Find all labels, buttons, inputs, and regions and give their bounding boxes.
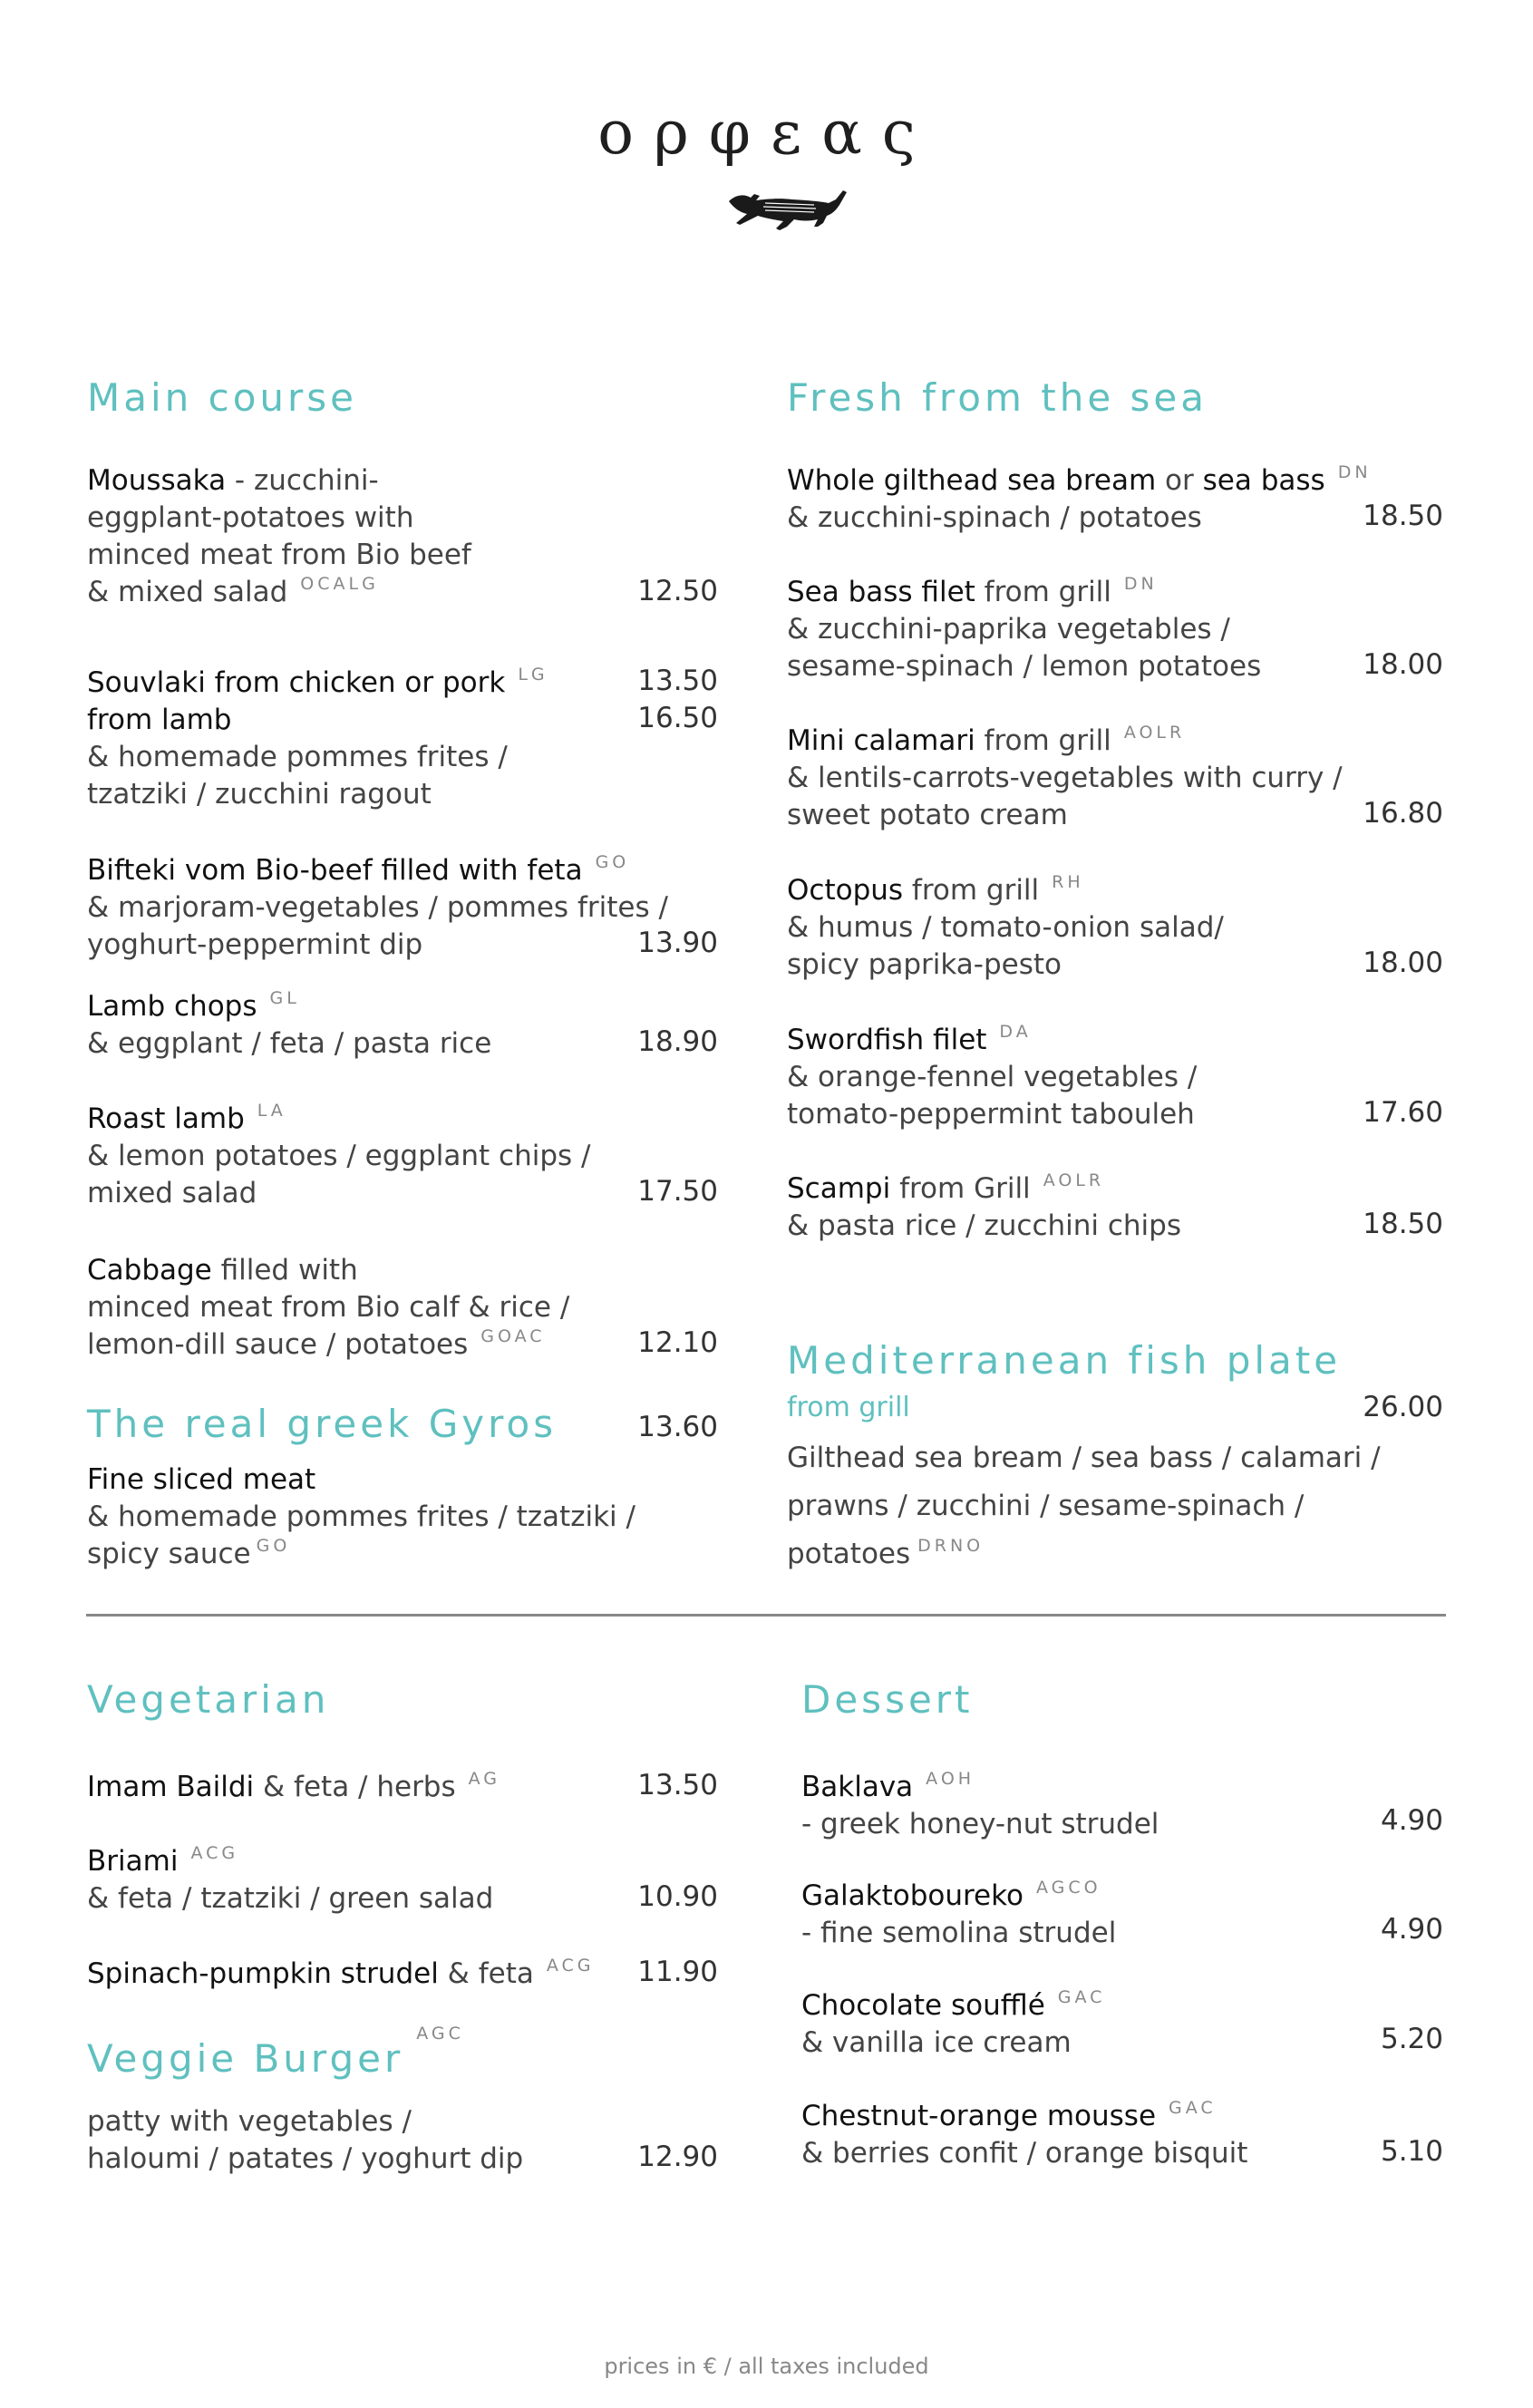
menu-item-briami <box>87 1843 493 1918</box>
item-description-line: & mixed salad <box>87 576 288 608</box>
menu-item-lamb-chops <box>87 988 491 1063</box>
item-description-line: yoghurt-peppermint dip <box>87 928 423 961</box>
item-price: 4.90 <box>1380 1804 1443 1837</box>
item-price: 12.10 <box>637 1326 718 1359</box>
item-price: 11.90 <box>637 1956 718 1988</box>
allergen-codes: GO <box>256 1536 291 1556</box>
item-description-line: spicy paprika-pesto <box>787 948 1062 981</box>
item-description-line: & lentils-carrots-vegetables with curry / <box>787 762 1343 794</box>
menu-item-roast-lamb <box>87 1101 590 1212</box>
item-name: Sea bass filet <box>787 576 975 608</box>
item-name: Cabbage <box>87 1254 212 1287</box>
section-heading-fish-plate: Mediterranean fish plate <box>787 1338 1342 1383</box>
item-description-line: - fine semolina strudel <box>801 1917 1117 1949</box>
item-description-line: & zucchini-paprika vegetables / <box>787 613 1230 646</box>
item-description-line: - greek honey-nut strudel <box>801 1808 1159 1840</box>
allergen-codes: AGC <box>416 2024 464 2044</box>
item-price: 13.60 <box>637 1411 718 1443</box>
menu-item-veggie-burger <box>87 2103 523 2178</box>
item-price: 17.50 <box>637 1175 718 1208</box>
allergen-codes: GAC <box>1057 1987 1106 2007</box>
item-price: 16.80 <box>1363 797 1443 830</box>
allergen-codes: GO <box>595 852 630 872</box>
item-price: 12.50 <box>637 575 718 607</box>
section-heading-main-course: Main course <box>87 375 358 420</box>
item-name-alt: sea bass <box>1202 464 1325 497</box>
item-description-line: & feta / tzatziki / green salad <box>87 1882 494 1915</box>
allergen-codes: ACG <box>546 1956 595 1976</box>
item-description-line: patty with vegetables / <box>87 2105 412 2138</box>
item-description-line: eggplant-potatoes with <box>87 501 414 534</box>
item-name: Galaktoboureko <box>801 1879 1024 1912</box>
item-name: Briami <box>87 1845 179 1878</box>
item-name: Baklava <box>801 1771 914 1803</box>
item-name: Souvlaki from chicken or pork <box>87 666 506 699</box>
item-price: 18.00 <box>1363 947 1443 979</box>
footer-note: prices in € / all taxes included <box>604 2354 929 2379</box>
item-name: Chocolate soufflé <box>801 1989 1045 2022</box>
item-name: Roast lamb <box>87 1102 245 1135</box>
item-price: 5.10 <box>1380 2135 1443 2168</box>
allergen-codes: DRNO <box>917 1536 985 1556</box>
item-price: 10.90 <box>637 1880 718 1913</box>
item-description-line: prawns / zucchini / sesame-spinach / <box>787 1490 1305 1522</box>
menu-item-swordfish <box>787 1022 1197 1133</box>
bull-icon <box>723 181 850 236</box>
item-description-line: & homemade pommes frites / tzatziki / <box>87 1500 636 1533</box>
item-description-line: lemon-dill sauce / potatoes <box>87 1328 469 1361</box>
allergen-codes: LG <box>518 665 548 685</box>
item-price: 12.90 <box>637 2141 718 2173</box>
item-name: Lamb chops <box>87 990 257 1023</box>
item-price: 18.50 <box>1363 500 1443 532</box>
item-price: 18.50 <box>1363 1208 1443 1240</box>
item-price-variant: 16.50 <box>637 702 718 734</box>
item-name: Fine sliced meat <box>87 1463 316 1496</box>
allergen-codes: DA <box>999 1022 1032 1042</box>
item-description-line: potatoes <box>787 1538 911 1570</box>
allergen-codes: AG <box>468 1769 501 1789</box>
allergen-codes: AOH <box>926 1769 975 1789</box>
menu-item-sea-bass-filet <box>787 574 1261 685</box>
item-description-line: minced meat from Bio beef <box>87 539 471 571</box>
section-heading-sea: Fresh from the sea <box>787 375 1208 420</box>
menu-item-mini-calamari <box>787 723 1343 834</box>
allergen-codes: OCALG <box>300 574 379 594</box>
item-description-line: sweet potato cream <box>787 799 1068 831</box>
item-name: Bifteki vom Bio-beef filled with feta <box>87 854 583 887</box>
section-divider <box>86 1614 1446 1617</box>
item-description-line: tomato-peppermint tabouleh <box>787 1098 1195 1131</box>
item-name: Imam Baildi <box>87 1771 255 1803</box>
allergen-codes: ACG <box>190 1843 239 1863</box>
section-subheading: from grill <box>787 1392 910 1423</box>
item-description: from grill <box>903 874 1040 907</box>
item-price: 4.90 <box>1380 1913 1443 1946</box>
allergen-codes: GAC <box>1169 2098 1217 2118</box>
allergen-codes: DN <box>1123 574 1158 594</box>
item-description: from grill <box>975 576 1111 608</box>
item-description-line: & homemade pommes frites / <box>87 741 508 773</box>
menu-item-sea-bream <box>787 462 1372 537</box>
item-price: 26.00 <box>1363 1391 1443 1423</box>
menu-item-spinach-pumpkin-strudel <box>87 1956 595 1993</box>
item-name: Octopus <box>787 874 904 907</box>
menu-item-imam-baildi <box>87 1769 500 1806</box>
item-description-line: & marjoram-vegetables / pommes frites / <box>87 891 668 924</box>
menu-item-bifteki <box>87 852 668 964</box>
item-description: filled with <box>211 1254 358 1287</box>
item-connector: or <box>1156 464 1203 497</box>
menu-item-gyros <box>87 1461 636 1573</box>
heading-text: Veggie Burger <box>87 2036 404 2081</box>
item-name: Swordfish filet <box>787 1024 987 1056</box>
item-price: 13.90 <box>637 927 718 959</box>
item-name: Moussaka <box>87 464 227 497</box>
allergen-codes: AOLR <box>1123 723 1186 743</box>
item-price: 18.00 <box>1363 648 1443 681</box>
item-description: from grill <box>975 724 1111 757</box>
menu-item-scampi <box>787 1170 1181 1245</box>
item-description-line: Gilthead sea bream / sea bass / calamari / <box>787 1442 1381 1474</box>
item-description: & feta / herbs <box>254 1771 456 1803</box>
item-description-line: & lemon potatoes / eggplant chips / <box>87 1140 591 1172</box>
item-name: Mini calamari <box>787 724 975 757</box>
section-heading-veggie-burger <box>87 2024 464 2081</box>
item-description-line: & berries confit / orange bisquit <box>801 2137 1248 2170</box>
fish-plate-description <box>787 1434 1381 1578</box>
menu-item-baklava <box>801 1769 1159 1843</box>
allergen-codes: RH <box>1052 872 1084 892</box>
item-name-variant: from lamb <box>87 704 232 736</box>
item-price: 13.50 <box>637 665 718 697</box>
item-description-line: & vanilla ice cream <box>801 2026 1072 2059</box>
allergen-codes: DN <box>1337 462 1372 482</box>
item-name: Chestnut-orange mousse <box>801 2100 1157 2132</box>
item-price: 18.90 <box>637 1025 718 1058</box>
item-name: Spinach-pumpkin strudel <box>87 1957 439 1990</box>
item-description-line: sesame-spinach / lemon potatoes <box>787 650 1262 683</box>
item-price: 5.20 <box>1380 2023 1443 2055</box>
item-description-line: haloumi / patates / yoghurt dip <box>87 2142 524 2175</box>
allergen-codes: GOAC <box>480 1326 546 1346</box>
item-price: 17.60 <box>1363 1096 1443 1129</box>
allergen-codes: AOLR <box>1043 1170 1105 1190</box>
item-description-line: & zucchini-spinach / potatoes <box>787 501 1202 534</box>
item-description-line: & pasta rice / zucchini chips <box>787 1209 1181 1242</box>
section-heading-vegetarian: Vegetarian <box>87 1677 330 1722</box>
item-name: Scampi <box>787 1172 891 1205</box>
menu-item-galaktoboureko <box>801 1878 1116 1952</box>
item-description: from Grill <box>890 1172 1031 1205</box>
menu-item-octopus <box>787 872 1224 984</box>
item-description-line: mixed salad <box>87 1177 257 1209</box>
menu-item-chestnut-orange-mousse <box>801 2098 1247 2172</box>
section-heading-gyros: The real greek Gyros <box>87 1402 558 1446</box>
item-description-line: & humus / tomato-onion salad/ <box>787 911 1224 944</box>
menu-item-moussaka <box>87 462 471 611</box>
item-description-line: tzatziki / zucchini ragout <box>87 778 432 811</box>
item-description: & feta <box>438 1957 534 1990</box>
menu-item-chocolate-souffle <box>801 1987 1105 2062</box>
restaurant-logo-text: ορφεας <box>597 98 936 168</box>
allergen-codes: GL <box>269 988 300 1008</box>
item-price: 13.50 <box>637 1769 718 1801</box>
item-description: - zucchini- <box>226 464 379 497</box>
allergen-codes: LA <box>257 1101 286 1121</box>
item-name: Whole gilthead sea bream <box>787 464 1157 497</box>
item-description-line: spicy sauce <box>87 1538 251 1570</box>
item-description-line: & orange-fennel vegetables / <box>787 1061 1198 1093</box>
menu-item-souvlaki <box>87 665 548 813</box>
menu-item-cabbage <box>87 1252 569 1364</box>
section-heading-dessert: Dessert <box>801 1677 974 1722</box>
allergen-codes: AGCO <box>1035 1878 1101 1898</box>
item-description-line: & eggplant / feta / pasta rice <box>87 1027 492 1060</box>
item-description-line: minced meat from Bio calf & rice / <box>87 1291 570 1324</box>
